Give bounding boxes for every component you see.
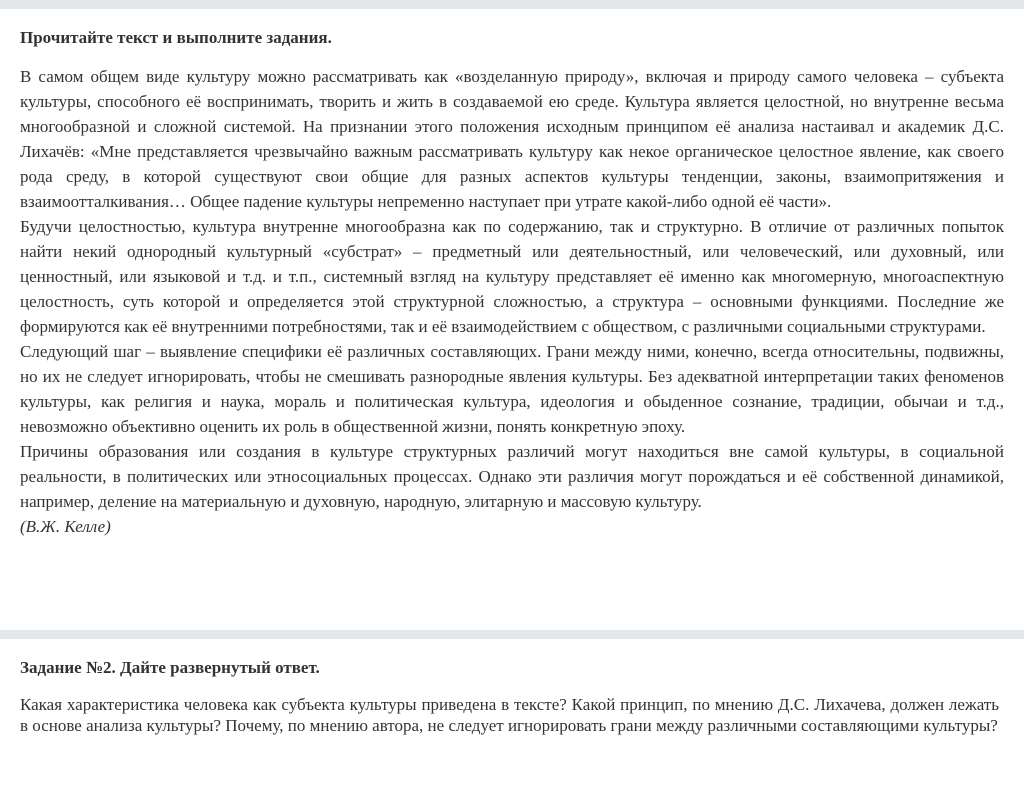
text-paragraph-4: Причины образования или создания в культуре структурных различий могут находиться вне самой культуры, в социальной реальности, в политических или этносоциальных процессах. Однако эти различия могут порождаться и её собственной динамикой, например, деление на материальную и духовную, народную, элитарную и массовую культуру. <box>20 442 1004 511</box>
top-divider-bar <box>0 0 1024 9</box>
task-2-heading: Задание №2. Дайте развернутый ответ. <box>20 658 320 677</box>
section-divider-bar <box>0 630 1024 639</box>
task-2-question: Какая характеристика человека как субъекта культуры приведена в тексте? Какой принцип, по мнению Д.С. Лихачева, должен лежать в основе анализа культуры? Почему, по мнению автора, не следует игнорировать грани между различными составляющими культуры? <box>20 695 999 735</box>
text-paragraph-3: Следующий шаг – выявление специфики её различных составляющих. Грани между ними, конечно, всегда относительны, подвижны, но их не следует игнорировать, чтобы не смешивать разнородные явления культуры. Без адекватной интерпретации таких феноменов культуры, как религия и наука, мораль и политическая культура, идеология и обыденное сознание, традиции, обычаи и т.д., невозможно объективно оценить их роль в общественной жизни, понять конкретную эпоху. <box>20 342 1004 436</box>
text-author: (В.Ж. Келле) <box>20 517 111 536</box>
reading-text-section <box>20 25 1004 539</box>
text-paragraph-2: Будучи целостностью, культура внутренне многообразна как по содержанию, так и структурно. В отличие от различных попыток найти некий однородный культурный «субстрат» – предметный или деятельностный, или человеческий, или духовный, или ценностный, или языковой и т.д. и т.п., системный взгляд на культуру представляет её именно как многомерную, многоаспектную целостность, суть которой и определяется этой структурной сложностью, а структура – основными функциями. Последние же формируются как её внутренними потребностями, так и её взаимодействием с обществом, с различными социальными структурами. <box>20 217 1004 336</box>
task-2-section <box>20 655 999 736</box>
text-paragraph-1: В самом общем виде культуру можно рассматривать как «возделанную природу», включая и природу самого человека – субъекта культуры, способного её воспринимать, творить и жить в создаваемой ею среде. Культура является целостной, но внутренне весьма многообразной и сложной системой. На признании этого положения исходным принципом её анализа настаивал и академик Д.С. Лихачёв: «Мне представляется чрезвычайно важным рассматривать культуру как некое органическое целостное явление, как своего рода среду, в которой существуют свои общие для разных аспектов культуры тенденции, законы, взаимопритяжения и взаимоотталкивания… Общее падение культуры непременно наступает при утрате какой-либо одной её части». <box>20 67 1004 211</box>
reading-instruction-heading: Прочитайте текст и выполните задания. <box>20 28 332 47</box>
